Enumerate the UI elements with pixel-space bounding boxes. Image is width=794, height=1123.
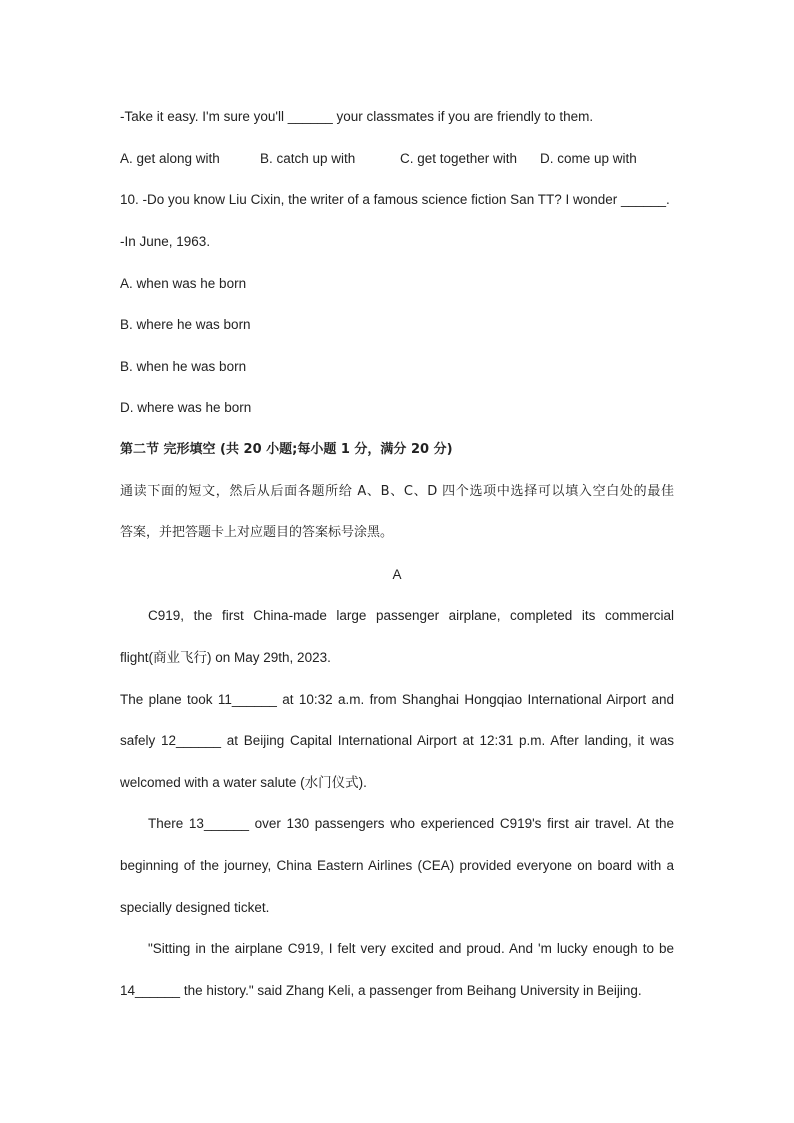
passage-line: C919, the first China-made large passenger airplane, completed its commercial: [148, 608, 674, 623]
q10-question: 10. -Do you know Liu Cixin, the writer of a famous science fiction San TT? I wonder ______.: [120, 192, 670, 207]
passage-line: specially designed ticket.: [120, 900, 270, 915]
q9-option-a: A. get along with: [120, 151, 220, 166]
q10-option-c: B. when he was born: [120, 359, 247, 374]
section-heading: 第二节 完形填空 (共 20 小题;每小题 1 分，满分 20 分): [120, 442, 453, 457]
q10-option-a: A. when was he born: [120, 276, 247, 291]
passage-line: 14______ the history." said Zhang Keli, a passenger from Beihang University in Beijing.: [120, 983, 642, 998]
passage-line: safely 12______ at Beijing Capital International Airport at 12:31 p.m. After landing, it was: [120, 733, 674, 748]
q10-option-d: D. where was he born: [120, 400, 252, 415]
section-instruction-line2: 答案，并把答题卡上对应题目的答案标号涂黑。: [120, 525, 394, 540]
q10-option-b: B. where he was born: [120, 317, 251, 332]
q9-response: -Take it easy. I'm sure you'll ______ your classmates if you are friendly to them.: [120, 109, 594, 124]
passage-line: "Sitting in the airplane C919, I felt very excited and proud. And 'm lucky enough to be: [148, 941, 674, 956]
section-instruction-line1: 通读下面的短文，然后从后面各题所给 A、B、C、D 四个选项中选择可以填入空白处的最佳: [120, 484, 674, 499]
q10-response: -In June, 1963.: [120, 234, 211, 249]
passage-line: There 13______ over 130 passengers who experienced C919's first air travel. At the: [148, 816, 674, 831]
q9-option-d: D. come up with: [540, 151, 637, 166]
passage-title: A: [392, 567, 402, 582]
passage-line: The plane took 11______ at 10:32 a.m. from Shanghai Hongqiao International Airport and: [120, 692, 674, 707]
passage-line: flight(商业飞行) on May 29th, 2023.: [120, 650, 331, 665]
q9-option-c: C. get together with: [400, 151, 518, 166]
passage-line: beginning of the journey, China Eastern Airlines (CEA) provided everyone on board with a: [120, 858, 674, 873]
q9-option-b: B. catch up with: [260, 151, 356, 166]
passage-line: welcomed with a water salute (水门仪式).: [120, 775, 367, 790]
